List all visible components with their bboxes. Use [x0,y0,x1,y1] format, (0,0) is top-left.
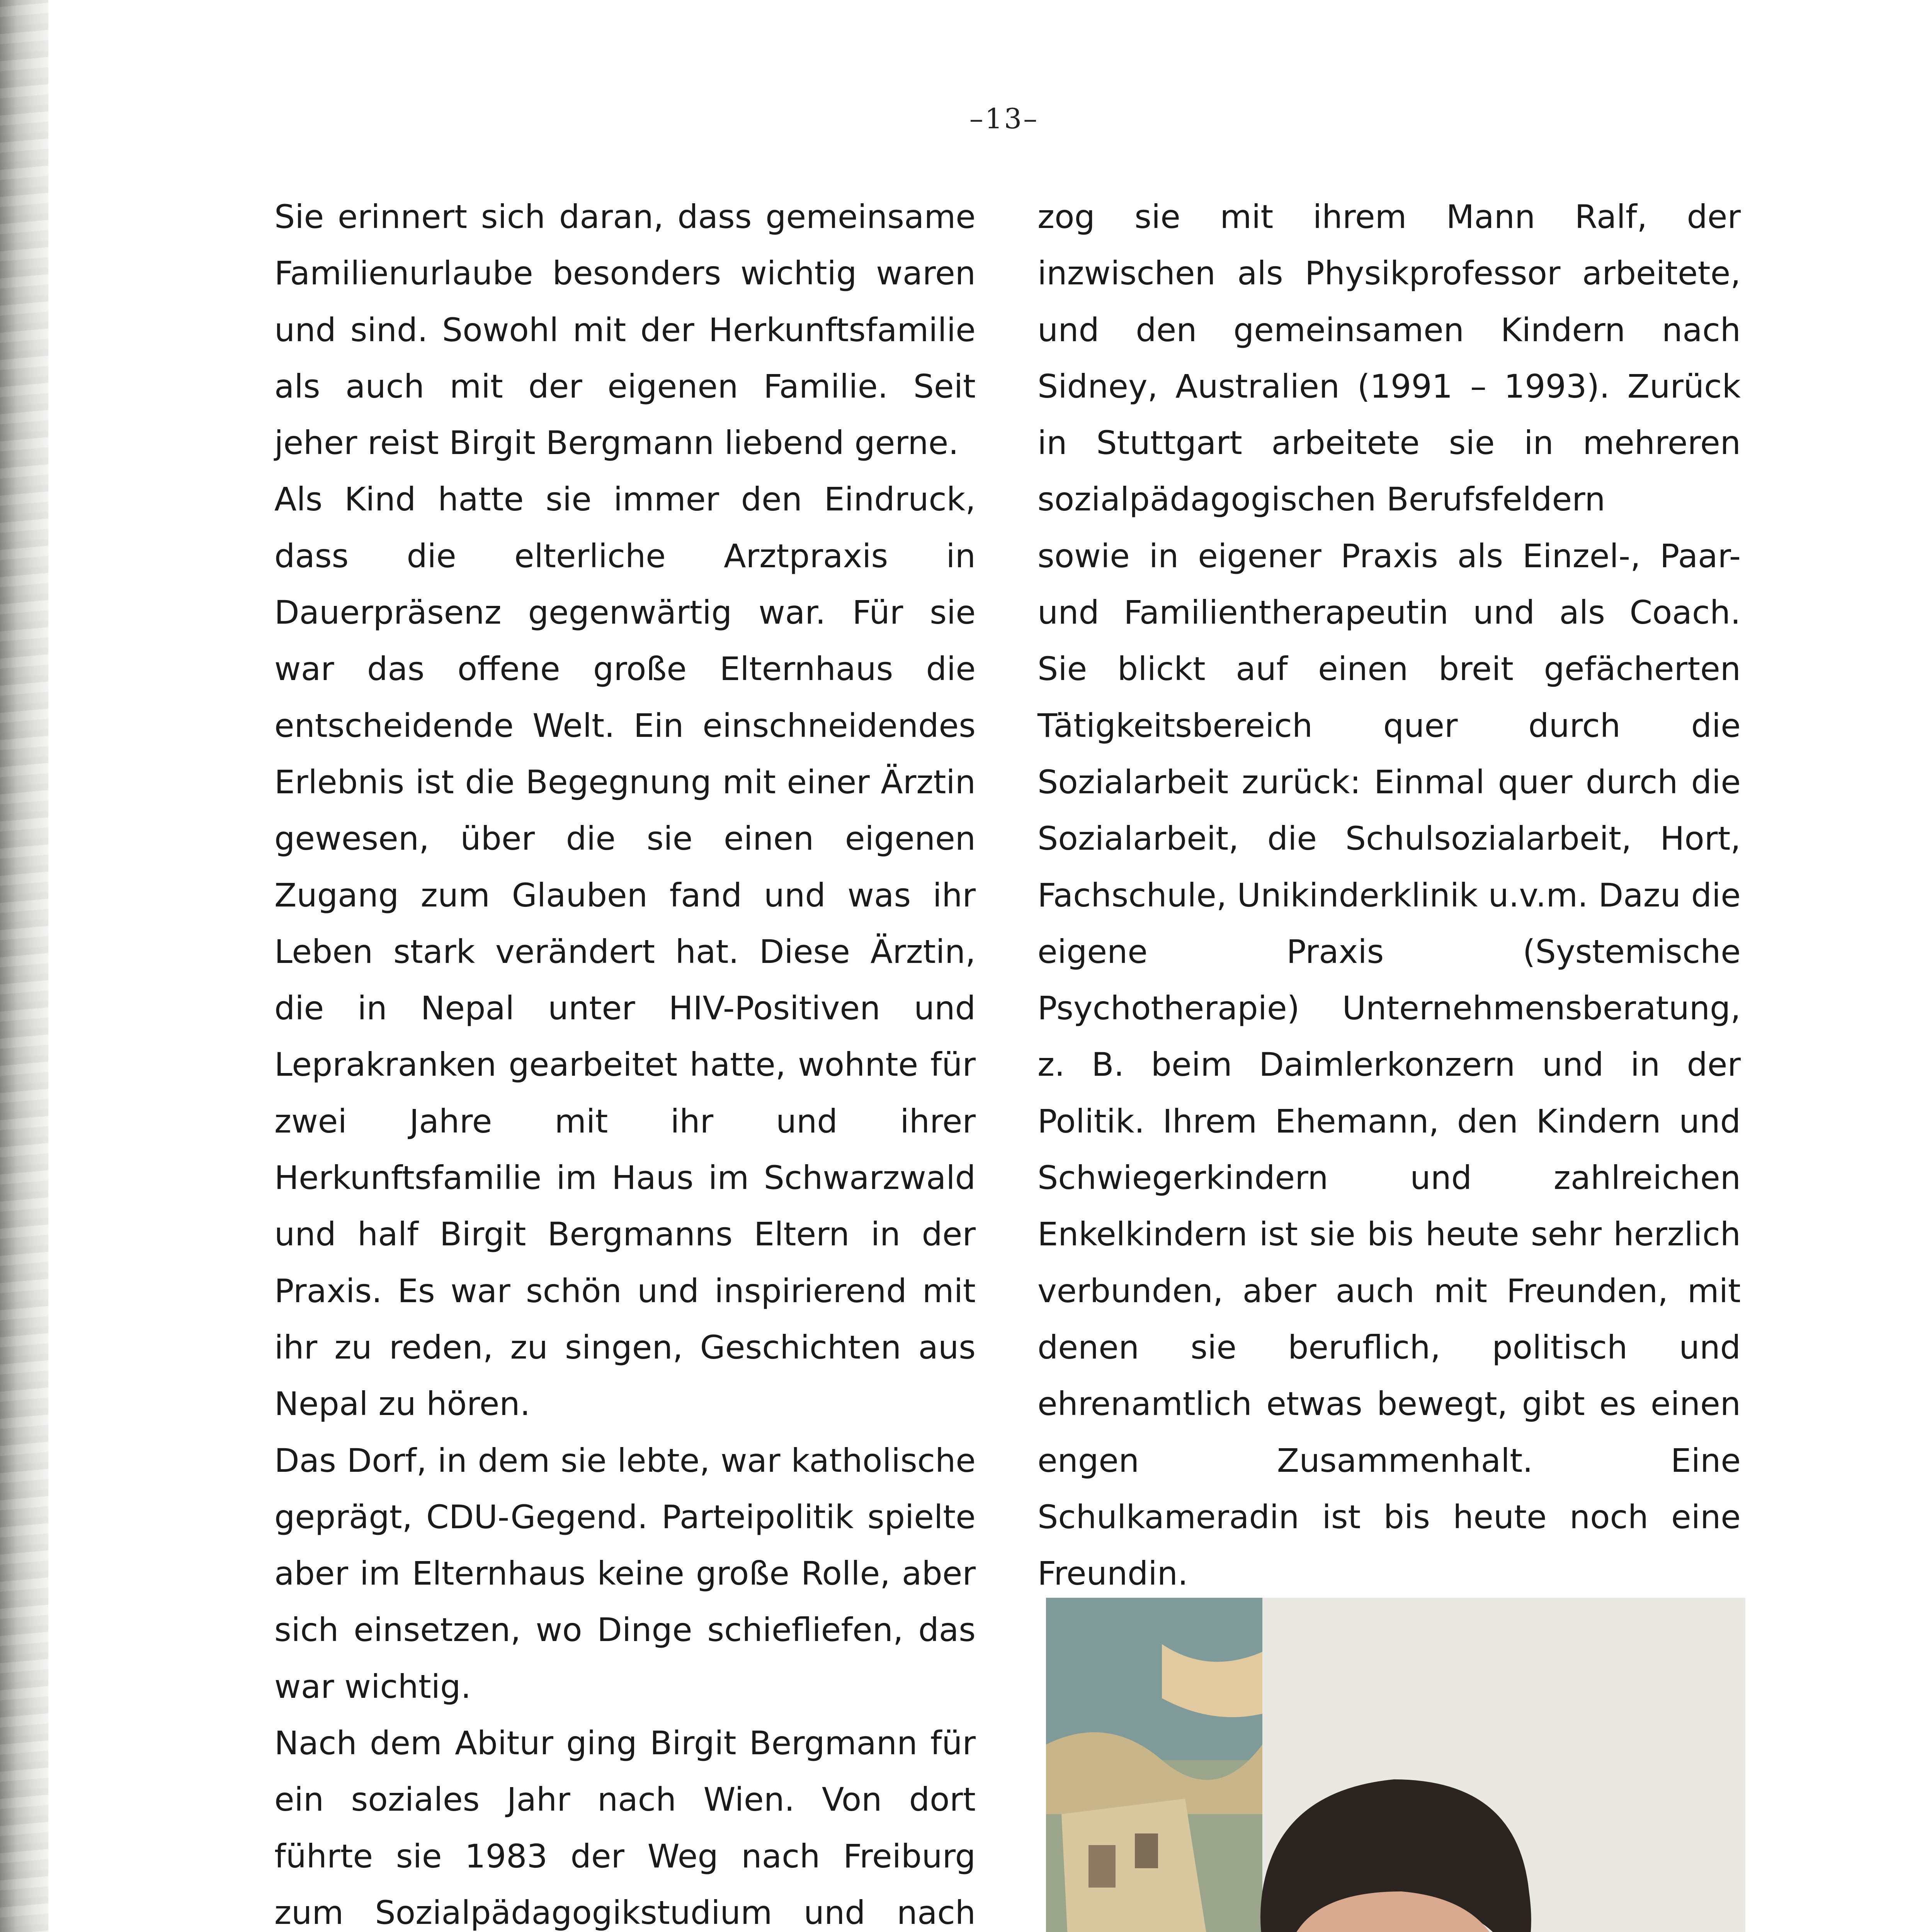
left-text-column [274,189,976,1932]
right-text-column [1037,189,1741,1602]
page-number: –13– [969,102,1039,135]
paragraph: Nach dem Abitur ging Birgit Bergmann für ein soziales Jahr nach Wien. Von dort führte sie 1983 der Weg nach Freiburg zum Sozialpädagogikstudium und nach [274,1724,976,1932]
paragraph: zog sie mit ihrem Mann Ralf, der inzwischen als Physikprofessor arbeitete, und den gemeinsamen Kindern nach Sidney, Australien (1991 – 1993). Zurück in Stuttgart arbeitete sie in mehreren sozialpädagogischen Berufsfeldern [1037,198,1741,519]
paragraph: sowie in eigener Praxis als Einzel-, Paar- und Familientherapeutin und als Coach. Sie blickt auf einen breit gefächerten Tätigkeitsbereich quer durch die Sozialarbeit zurück: Einmal quer durch die Sozialarbeit, die Schulsozialarbeit, Hort, Fachschule, Unikinderklinik u.v.m. Dazu die eigene Praxis (Systemische Psychotherapie) Unternehmensberatung, z. B. beim Daimlerkonzern und in der Politik. Ihrem Ehemann, den Kindern und Schwiegerkindern und zahlreichen Enkelkindern ist sie bis heute sehr herzlich verbunden, aber auch mit Freunden, mit denen sie beruflich, politisch und ehrenamtlich etwas bewegt, gibt es einen engen Zusammenhalt. Eine Schulkameradin ist bis heute noch eine Freundin. [1037,537,1741,1593]
page-edge-texture [0,0,48,1932]
paragraph: Sie erinnert sich daran, dass gemeinsame Familienurlaube besonders wichtig waren und sind. Sowohl mit der Herkunftsfamilie als auch mit der eigenen Familie. Seit jeher reist Birgit Bergmann liebend gerne. [274,198,976,462]
paragraph: Als Kind hatte sie immer den Eindruck, dass die elterliche Arztpraxis in Dauerpräsenz gegenwärtig war. Für sie war das offene große Elternhaus die entscheidende Welt. Ein einschneidendes Erlebnis ist die Begegnung mit einer Ärztin gewesen, über die sie einen eigenen Zugang zum Glauben fand und was ihr Leben stark verändert hat. Diese Ärztin, die in Nepal unter HIV-Positiven und Leprakranken gearbeitet hatte, wohnte für zwei Jahre mit ihr und ihrer Herkunftsfamilie im Haus im Schwarzwald und half Birgit Bergmanns Eltern in der Praxis. Es war schön und inspirierend mit ihr zu reden, zu singen, Geschichten aus Nepal zu hören. [274,480,976,1423]
wall-painting [1046,1598,1262,1932]
portrait-illustration [1046,1598,1745,1932]
paragraph: Das Dorf, in dem sie lebte, war katholische geprägt, CDU-Gegend. Parteipolitik spielte aber im Elternhaus keine große Rolle, aber sich einsetzen, wo Dinge schiefliefen, das war wichtig. [274,1441,976,1706]
portrait-photo [1046,1598,1745,1932]
